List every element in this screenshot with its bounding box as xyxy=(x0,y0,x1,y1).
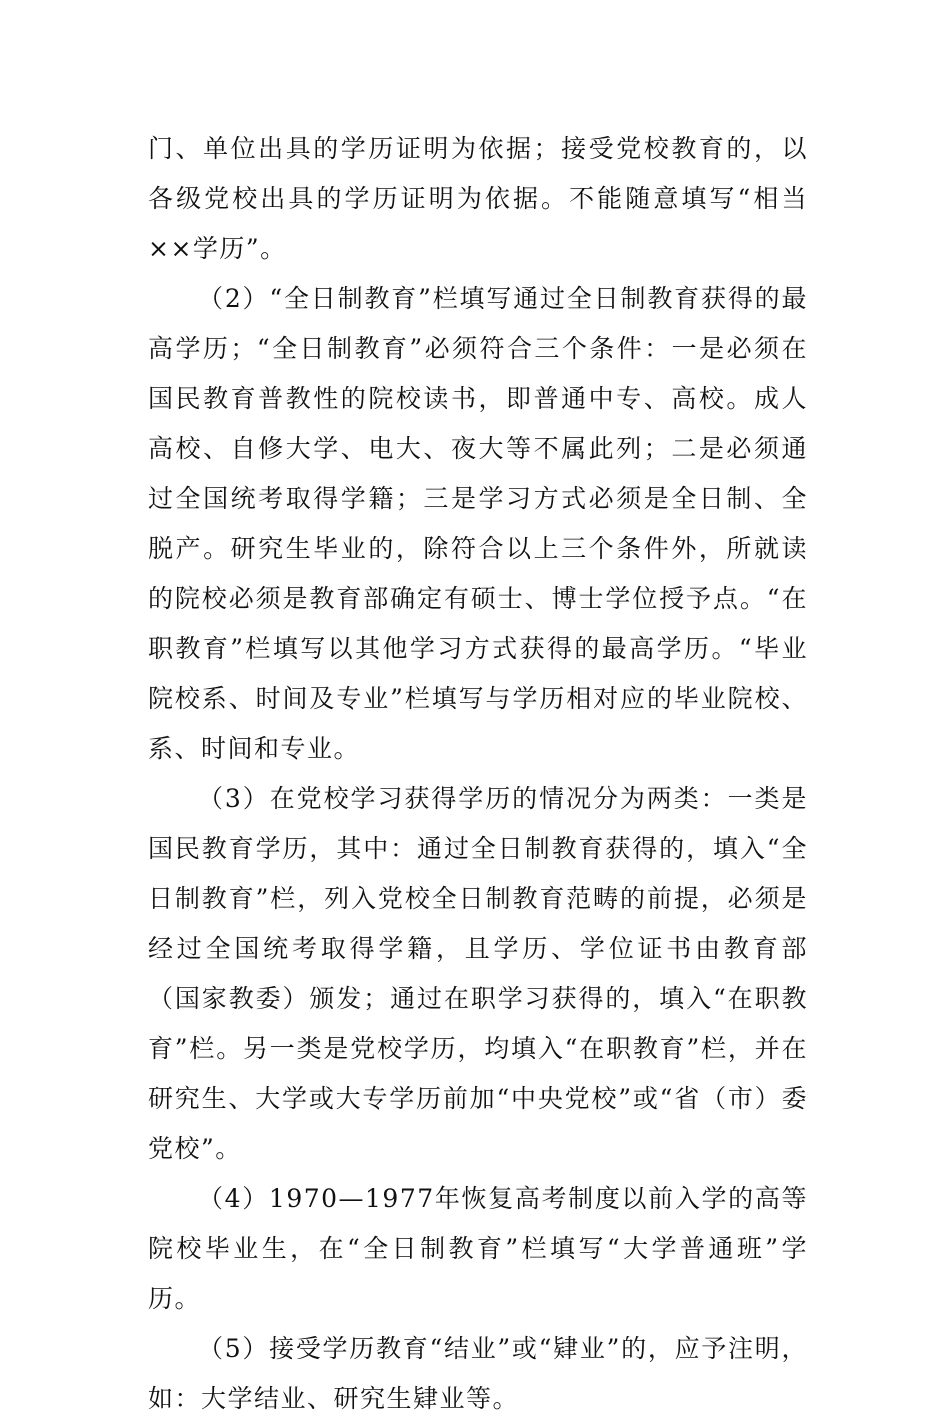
paragraph-continuation: 门、单位出具的学历证明为依据；接受党校教育的，以各级党校出具的学历证明为依据。不能随意填写“相当××学历”。 xyxy=(148,134,808,263)
paragraph-item-3: （3）在党校学习获得学历的情况分为两类：一类是国民教育学历，其中：通过全日制教育获得的，填入“全日制教育”栏，列入党校全日制教育范畴的前提，必须是经过全国统考取得学籍，且学历、学位证书由教育部（国家教委）颁发；通过在职学习获得的，填入“在职教育”栏。另一类是党校学历，均填入“在职教育”栏，并在研究生、大学或大专学历前加“中央党校”或“省（市）委党校”。 xyxy=(148,784,808,1163)
paragraph-item-2: （2）“全日制教育”栏填写通过全日制教育获得的最高学历；“全日制教育”必须符合三个条件：一是必须在国民教育普教性的院校读书，即普通中专、高校。成人高校、自修大学、电大、夜大等不属此列；二是必须通过全国统考取得学籍；三是学习方式必须是全日制、全脱产。研究生毕业的，除符合以上三个条件外，所就读的院校必须是教育部确定有硕士、博士学位授予点。“在职教育”栏填写以其他学习方式获得的最高学历。“毕业院校系、时间及专业”栏填写与学历相对应的毕业院校、系、时间和专业。 xyxy=(148,284,808,763)
paragraph-item-5: （5）接受学历教育“结业”或“肄业”的，应予注明，如：大学结业、研究生肄业等。 xyxy=(148,1334,808,1413)
paragraph-item-4: （4）1970—1977年恢复高考制度以前入学的高等院校毕业生，在“全日制教育”栏填写“大学普通班”学历。 xyxy=(148,1184,808,1313)
document-body xyxy=(148,124,808,1424)
